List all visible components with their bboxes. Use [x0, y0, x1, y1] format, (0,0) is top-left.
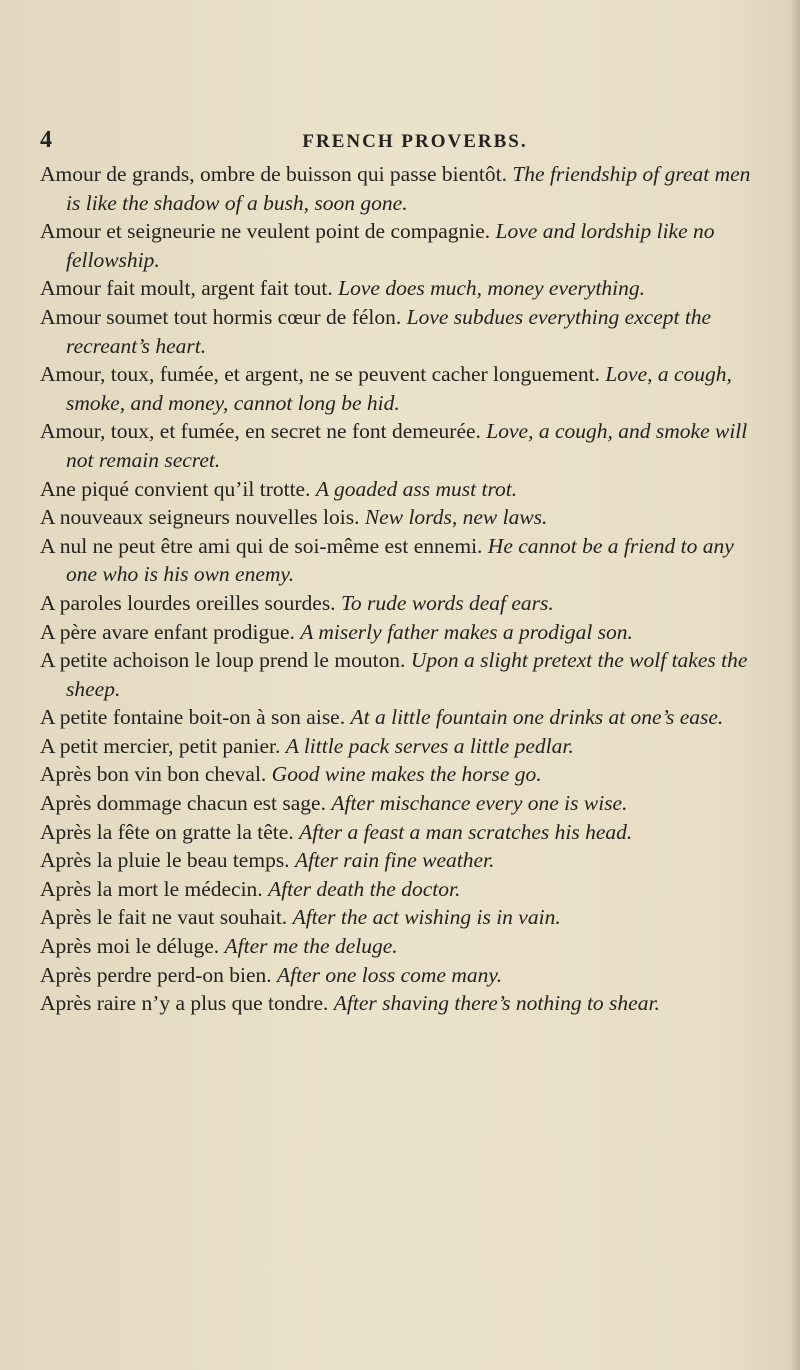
proverb-french: Après la mort le médecin.	[40, 876, 263, 901]
proverb-french: Après bon vin bon cheval.	[40, 762, 267, 787]
running-head	[40, 127, 760, 157]
proverb-english: After mischance every one is wise.	[331, 791, 628, 816]
proverb-english: He cannot be a friend to any one who is his own enemy.	[66, 533, 734, 587]
proverb-entry	[40, 875, 760, 904]
proverb-english: After death the doctor.	[268, 876, 461, 901]
proverb-french: Amour et seigneurie ne veulent point de compagnie.	[40, 219, 491, 244]
proverb-english: After shaving there’s nothing to shear.	[333, 991, 660, 1016]
proverb-entry	[40, 961, 760, 990]
proverb-french: Après dommage chacun est sage.	[40, 791, 326, 816]
proverb-french: A petite achoison le loup prend le mouton.	[40, 648, 406, 673]
proverb-english: To rude words deaf ears.	[340, 590, 554, 615]
proverb-english: Love, a cough, smoke, and money, cannot long be hid.	[66, 362, 732, 415]
proverb-entry	[40, 903, 760, 932]
proverb-french: Après raire n’y a plus que tondre.	[40, 991, 329, 1016]
proverb-french: A nouveaux seigneurs nouvelles lois.	[40, 505, 360, 530]
proverb-entry	[40, 760, 760, 789]
proverb-entry	[40, 846, 760, 875]
proverb-french: Après la pluie le beau temps.	[40, 848, 290, 873]
proverb-entry	[40, 475, 760, 504]
proverb-french: Amour, toux, fumée, et argent, ne se peuvent cacher longuement.	[40, 362, 600, 387]
proverb-entry	[40, 618, 760, 647]
proverb-entry	[40, 160, 760, 217]
proverb-english: Love, a cough, and smoke will not remain secret.	[66, 419, 748, 472]
proverb-french: A petite fontaine boit-on à son aise.	[40, 705, 346, 730]
proverb-entry	[40, 360, 760, 417]
proverb-entry	[40, 932, 760, 961]
proverb-entry	[40, 303, 760, 360]
proverb-entry	[40, 703, 760, 732]
proverb-entry	[40, 732, 760, 761]
proverb-english: After me the deluge.	[224, 934, 398, 959]
proverb-english: After a feast a man scratches his head.	[299, 819, 633, 844]
proverb-english: Upon a slight pretext the wolf takes the sheep.	[66, 648, 748, 701]
proverb-french: A petit mercier, petit panier.	[40, 733, 281, 758]
proverb-french: Amour soumet tout hormis cœur de félon.	[40, 304, 402, 329]
proverb-french: Après la fête on gratte la tête.	[40, 819, 294, 844]
proverb-english: Good wine makes the horse go.	[271, 762, 542, 787]
proverb-french: Amour fait moult, argent fait tout.	[40, 276, 333, 301]
proverb-english: After rain fine weather.	[294, 848, 495, 873]
proverb-entry	[40, 217, 760, 274]
proverb-english: The friendship of great men is like the shadow of a bush, soon gone.	[66, 162, 751, 215]
proverb-french: Après perdre perd-on bien.	[40, 962, 272, 987]
proverb-french: A paroles lourdes oreilles sourdes.	[40, 590, 336, 615]
proverb-french: Ane piqué convient qu’il trotte.	[40, 476, 311, 501]
page-header-title: FRENCH PROVERBS.	[302, 131, 528, 152]
proverb-entry	[40, 589, 760, 618]
proverb-english: A goaded ass must trot.	[315, 476, 518, 501]
proverb-english: After the act wishing is in vain.	[292, 905, 561, 930]
proverb-entry	[40, 274, 760, 303]
proverb-entry	[40, 532, 760, 589]
proverb-french: Amour de grands, ombre de buisson qui passe bientôt.	[40, 162, 507, 186]
proverb-list	[40, 160, 760, 1018]
proverb-entry	[40, 646, 760, 703]
proverb-english: After one loss come many.	[277, 962, 503, 987]
proverb-english: Love subdues everything except the recreant’s heart.	[66, 304, 712, 358]
proverb-entry	[40, 417, 760, 474]
proverb-english: At a little fountain one drinks at one’s ease.	[350, 705, 724, 730]
proverb-french: A nul ne peut être ami qui de soi-même est ennemi.	[40, 533, 483, 558]
proverb-english: Love and lordship like no fellowship.	[66, 219, 715, 272]
proverb-english: A little pack serves a little pedlar.	[285, 733, 574, 758]
proverb-entry	[40, 818, 760, 847]
page-edge-shadow	[790, 0, 800, 1370]
proverb-entry	[40, 503, 760, 532]
proverb-french: Amour, toux, et fumée, en secret ne font demeurée.	[40, 419, 481, 444]
proverb-french: Après le fait ne vaut souhait.	[40, 905, 288, 930]
proverb-french: Après moi le déluge.	[40, 934, 220, 959]
proverb-english: New lords, new laws.	[364, 505, 548, 530]
proverb-french: A père avare enfant prodigue.	[40, 619, 295, 644]
proverb-entry	[40, 989, 760, 1018]
proverb-english: A miserly father makes a prodigal son.	[300, 619, 633, 644]
proverb-entry	[40, 789, 760, 818]
proverb-english: Love does much, money everything.	[338, 276, 646, 301]
page-number: 4	[40, 127, 52, 153]
